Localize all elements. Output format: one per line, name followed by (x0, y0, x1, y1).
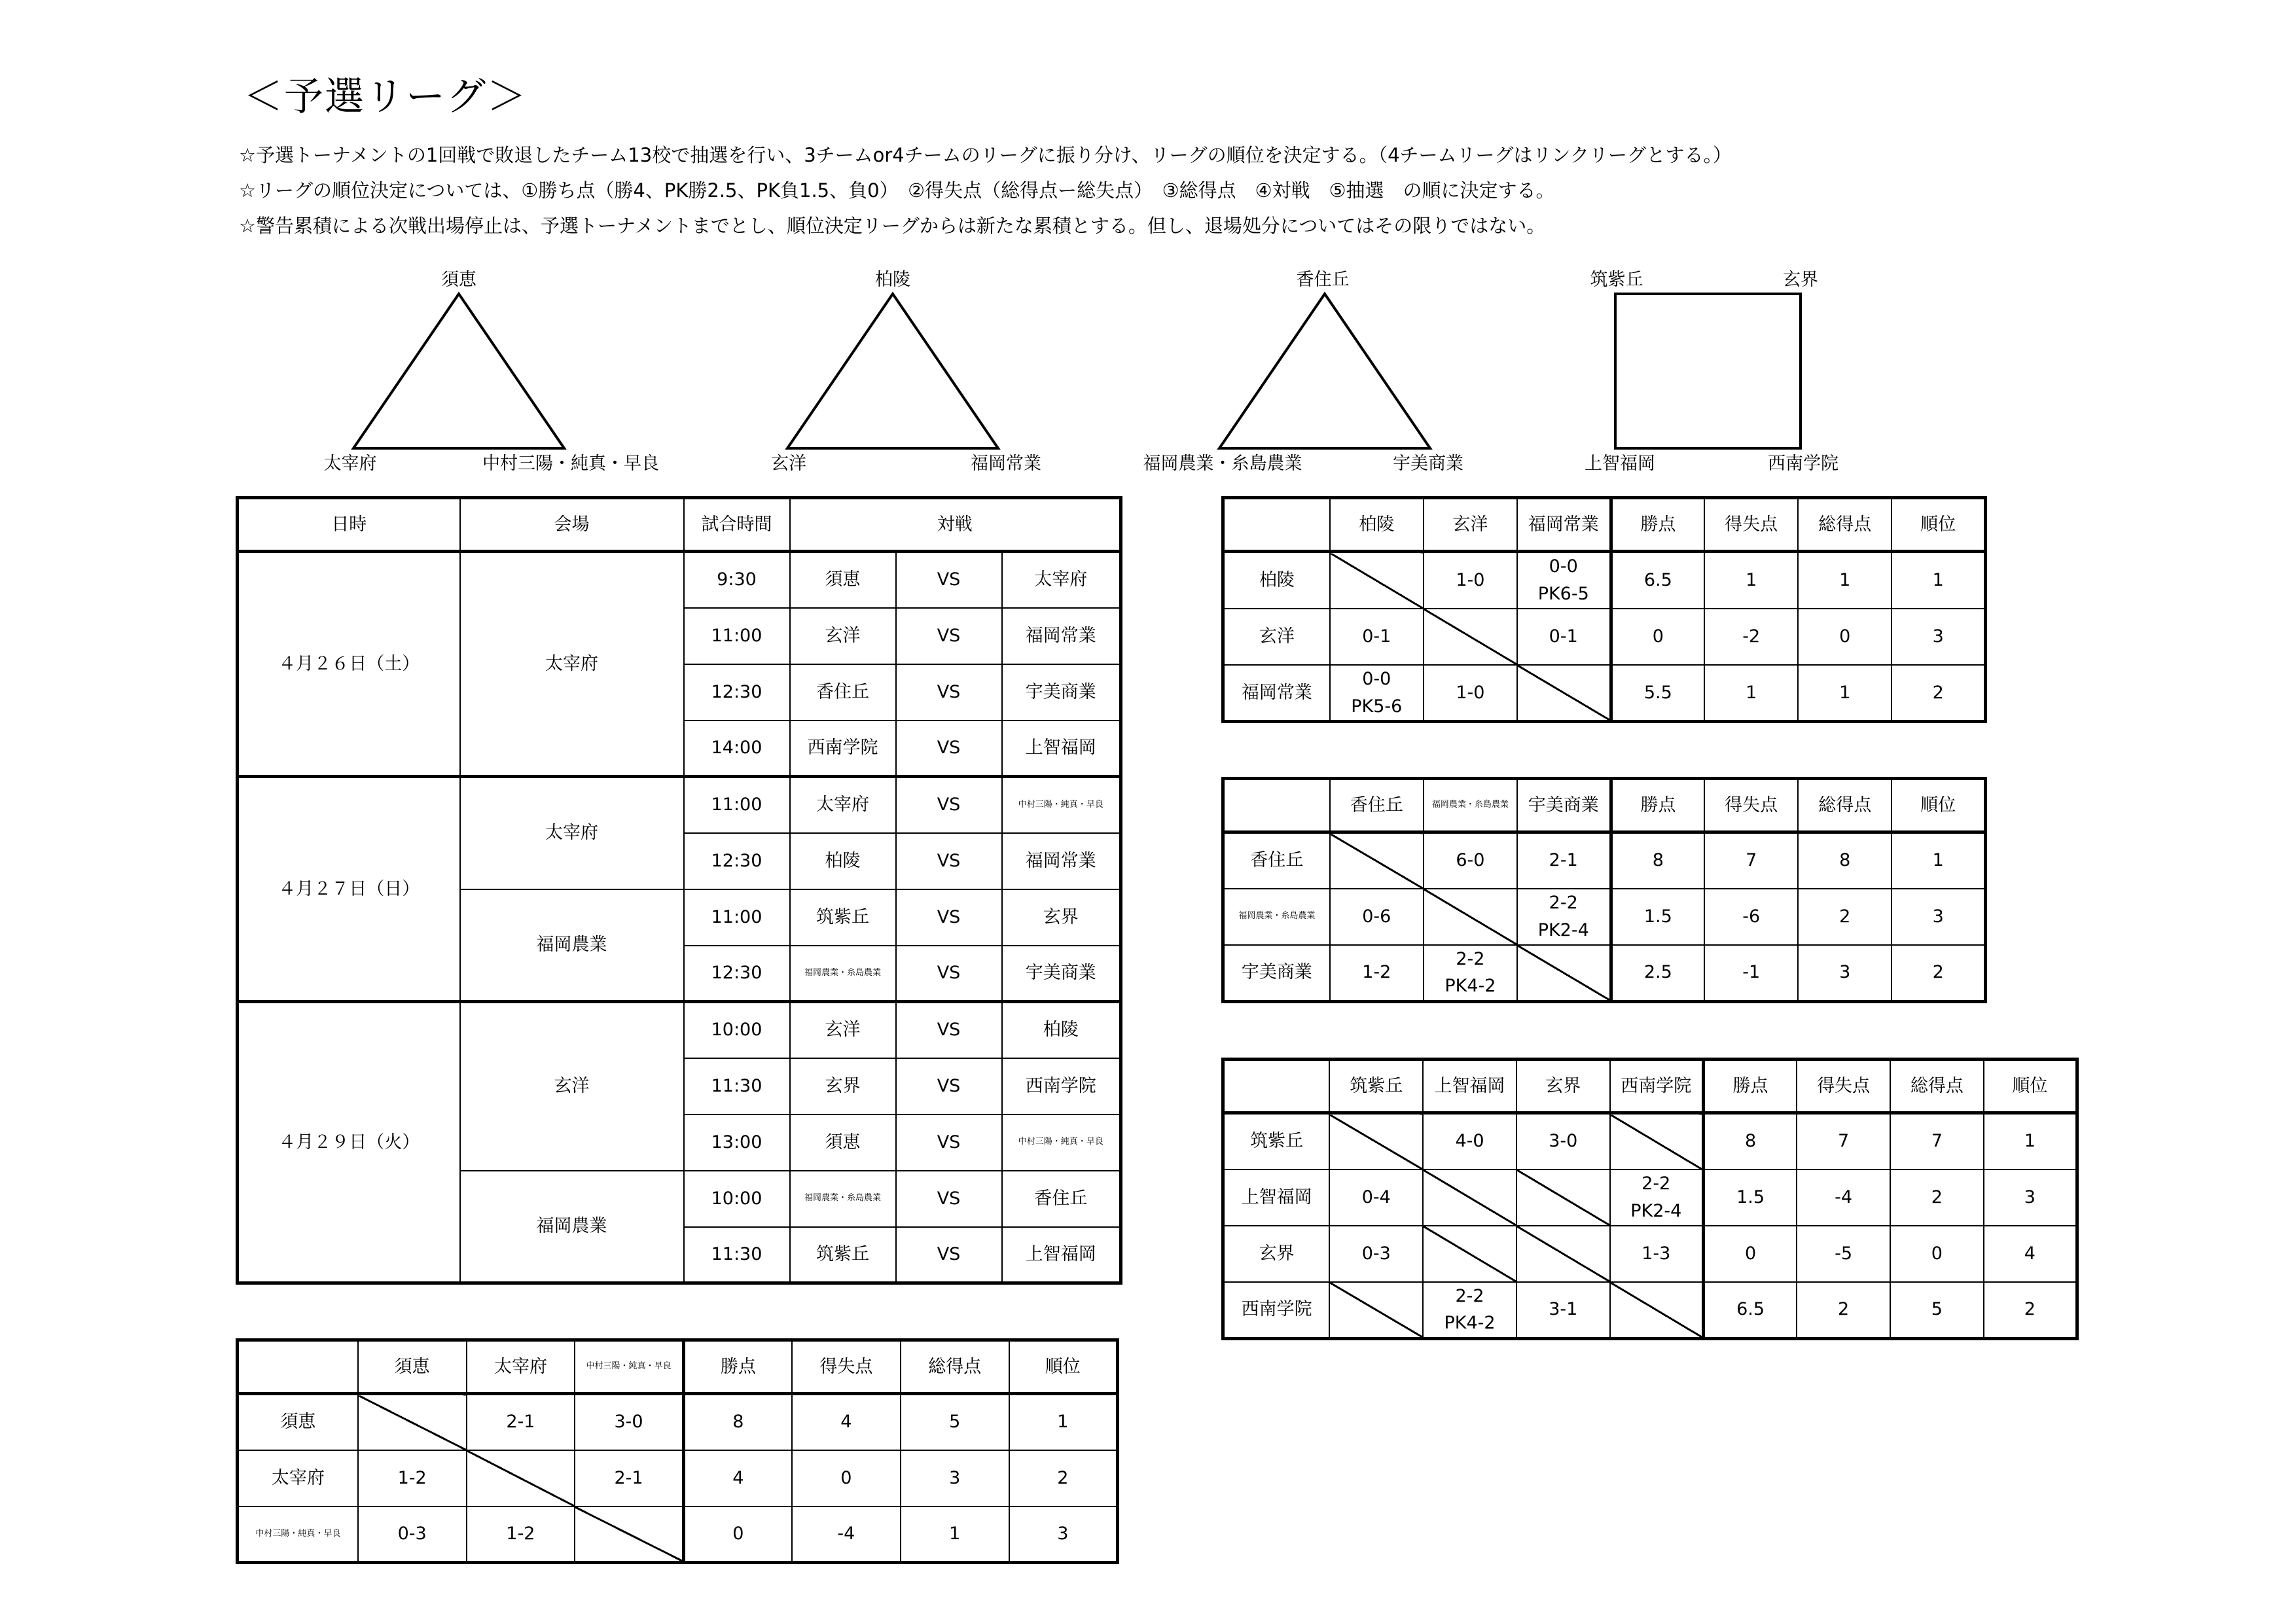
league-result: 6-0 (1424, 832, 1517, 889)
league-result: 1-0 (1424, 552, 1517, 609)
table-row (1223, 1113, 2077, 1169)
league-result (575, 1507, 683, 1563)
table-row (1223, 1282, 2077, 1339)
league-result: 0-3 (358, 1507, 467, 1563)
diagram-d-bottom-right: 西南学院 (1768, 454, 1839, 474)
schedule-header-0: 日時 (238, 498, 460, 552)
match-away: 太宰府 (1002, 552, 1121, 608)
table-row (1223, 945, 1986, 1002)
match-away: 宇美商業 (1002, 664, 1121, 721)
league-result: 1-2 (358, 1450, 467, 1507)
league-stat: 0 (1798, 609, 1892, 665)
league-result (1517, 945, 1611, 1002)
match-time: 12:30 (684, 833, 790, 889)
league-stat: 1.5 (1611, 889, 1704, 945)
square-league-d (1615, 294, 1801, 448)
league-stat: 3 (1984, 1169, 2077, 1226)
league-stat: 6.5 (1703, 1282, 1797, 1339)
league-stat: 4 (792, 1394, 901, 1450)
triangle-league-c (1219, 294, 1430, 448)
league-result: 1-3 (1610, 1226, 1704, 1282)
league-stat: 4 (683, 1450, 792, 1507)
match-away: 中村三陽・純真・早良 (1002, 777, 1121, 833)
league-stat: 1 (1798, 665, 1892, 722)
league-stat-header: 得失点 (792, 1340, 901, 1394)
league-stat: 2 (1009, 1450, 1118, 1507)
match-away: 上智福岡 (1002, 1227, 1121, 1283)
match-home: 筑紫丘 (790, 889, 896, 946)
league-row-team: 柏陵 (1223, 552, 1330, 609)
league-row-team: 玄洋 (1223, 609, 1330, 665)
schedule-header-2: 試合時間 (684, 498, 790, 552)
diagram-b-left: 玄洋 (771, 454, 806, 474)
match-home: 柏陵 (790, 833, 896, 889)
league-corner (1223, 1060, 1330, 1113)
schedule-venue: 福岡農業 (460, 889, 684, 1002)
league-stat: 2 (1892, 945, 1985, 1002)
league-stat: 6.5 (1611, 552, 1704, 609)
league-stat: 3 (1798, 945, 1892, 1002)
match-vs: VS (896, 833, 1002, 889)
match-home: 玄界 (790, 1058, 896, 1115)
diagram-d-top-right: 玄界 (1783, 270, 1818, 290)
match-away: 福岡常業 (1002, 833, 1121, 889)
table-row (238, 777, 1121, 833)
diagram-a-right: 中村三陽・純真・早良 (482, 454, 659, 474)
table-row (1223, 832, 1986, 889)
league-stat: -1 (1704, 945, 1798, 1002)
league-table-d (1221, 1058, 2079, 1340)
diagram-c-right: 宇美商業 (1393, 454, 1463, 474)
league-result: 2-2 PK4-2 (1424, 945, 1517, 1002)
match-vs: VS (896, 721, 1002, 777)
league-result: 3-0 (575, 1394, 683, 1450)
triangle-league-b (787, 294, 998, 448)
schedule-venue: 太宰府 (460, 552, 684, 777)
league-stat: -2 (1704, 609, 1798, 665)
match-time: 9:30 (684, 552, 790, 608)
league-table-a (236, 1338, 1119, 1564)
league-result: 0-1 (1330, 609, 1424, 665)
league-result: 1-0 (1424, 665, 1517, 722)
league-result: 2-1 (1517, 832, 1611, 889)
match-home: 筑紫丘 (790, 1227, 896, 1283)
match-time: 11:30 (684, 1227, 790, 1283)
league-table-b (1221, 496, 1987, 723)
match-away: 西南学院 (1002, 1058, 1121, 1115)
league-stat: 5.5 (1611, 665, 1704, 722)
diagram-a-left: 太宰府 (323, 454, 377, 474)
league-result: 3-1 (1516, 1282, 1610, 1339)
league-stat: 3 (1892, 889, 1985, 945)
table-row (238, 1002, 1121, 1058)
league-result: 0-4 (1329, 1169, 1423, 1226)
league-stat: -4 (792, 1507, 901, 1563)
league-stat: 2 (1984, 1282, 2077, 1339)
league-stat: 2 (1798, 889, 1892, 945)
league-result (1423, 1226, 1516, 1282)
match-time: 11:30 (684, 1058, 790, 1115)
league-stat: 1 (1892, 552, 1985, 609)
league-corner (1223, 779, 1330, 832)
league-row-team: 須恵 (238, 1394, 358, 1450)
league-result: 0-1 (1517, 609, 1611, 665)
league-stat: 1 (1798, 552, 1892, 609)
league-stat: 1 (1984, 1113, 2077, 1169)
league-result: 2-1 (467, 1394, 575, 1450)
league-stat: 2 (1797, 1282, 1890, 1339)
match-vs: VS (896, 608, 1002, 664)
match-away: 香住丘 (1002, 1171, 1121, 1227)
league-result (1424, 889, 1517, 945)
table-row (238, 1394, 1118, 1450)
schedule-date: ４月２６日（土） (238, 552, 460, 777)
league-stat: 3 (1892, 609, 1985, 665)
league-stat-header: 得失点 (1797, 1060, 1890, 1113)
league-stat: 2 (1892, 665, 1985, 722)
league-row-team: 上智福岡 (1223, 1169, 1330, 1226)
league-stat-header: 順位 (1892, 498, 1985, 552)
match-home: 太宰府 (790, 777, 896, 833)
league-result (1330, 552, 1424, 609)
table-row (1223, 1226, 2077, 1282)
league-stat-header: 得失点 (1704, 498, 1798, 552)
match-time: 12:30 (684, 664, 790, 721)
schedule-venue: 玄洋 (460, 1002, 684, 1171)
table-row (238, 552, 1121, 608)
league-result (1329, 1282, 1423, 1339)
league-stat: 8 (1703, 1113, 1797, 1169)
league-result: 4-0 (1423, 1113, 1516, 1169)
league-stat: 3 (1009, 1507, 1118, 1563)
schedule-header-1: 会場 (460, 498, 684, 552)
match-home: 香住丘 (790, 664, 896, 721)
league-col-team: 玄界 (1516, 1060, 1610, 1113)
table-row (1223, 1169, 2077, 1226)
league-stat: -4 (1797, 1169, 1890, 1226)
league-result (1517, 665, 1611, 722)
match-home: 西南学院 (790, 721, 896, 777)
league-stat: 2.5 (1611, 945, 1704, 1002)
triangle-league-a (353, 294, 564, 448)
league-stat: 1 (1704, 552, 1798, 609)
match-time: 13:00 (684, 1115, 790, 1171)
league-row-team: 西南学院 (1223, 1282, 1330, 1339)
match-away: 上智福岡 (1002, 721, 1121, 777)
league-col-team: 筑紫丘 (1329, 1060, 1423, 1113)
league-col-team: 西南学院 (1610, 1060, 1704, 1113)
league-result: 0-3 (1329, 1226, 1423, 1282)
league-row-team: 太宰府 (238, 1450, 358, 1507)
match-away: 宇美商業 (1002, 946, 1121, 1002)
league-diagrams (0, 0, 2296, 497)
league-row-team: 香住丘 (1223, 832, 1330, 889)
league-stat: 0 (683, 1507, 792, 1563)
league-result: 2-2 PK2-4 (1517, 889, 1611, 945)
diagram-b-right: 福岡常業 (971, 454, 1041, 474)
match-time: 14:00 (684, 721, 790, 777)
league-stat: -6 (1704, 889, 1798, 945)
league-result (1329, 1113, 1423, 1169)
league-stat: 8 (683, 1394, 792, 1450)
league-stat-header: 勝点 (1611, 779, 1704, 832)
league-row-team: 福岡常業 (1223, 665, 1330, 722)
match-time: 11:00 (684, 608, 790, 664)
table-row (1223, 665, 1986, 722)
league-result (467, 1450, 575, 1507)
league-row-team: 宇美商業 (1223, 945, 1330, 1002)
league-stat: 7 (1797, 1113, 1890, 1169)
match-vs: VS (896, 889, 1002, 946)
league-stat: 4 (1984, 1226, 2077, 1282)
league-result: 1-2 (467, 1507, 575, 1563)
match-home: 福岡農業・糸島農業 (790, 946, 896, 1002)
league-stat: -5 (1797, 1226, 1890, 1282)
league-result (358, 1394, 467, 1450)
league-stat-header: 総得点 (1890, 1060, 1984, 1113)
match-home: 玄洋 (790, 608, 896, 664)
league-stat: 8 (1798, 832, 1892, 889)
league-corner (238, 1340, 358, 1394)
league-col-team: 福岡常業 (1517, 498, 1611, 552)
match-time: 10:00 (684, 1171, 790, 1227)
league-col-team: 太宰府 (467, 1340, 575, 1394)
league-result (1424, 609, 1517, 665)
league-stat-header: 勝点 (683, 1340, 792, 1394)
league-stat: 5 (1890, 1282, 1984, 1339)
league-table-c (1221, 777, 1987, 1003)
league-row-team: 筑紫丘 (1223, 1113, 1330, 1169)
league-result (1423, 1169, 1516, 1226)
schedule-header-3: 対戦 (790, 498, 1121, 552)
page-title: ＜予選リーグ＞ (243, 74, 528, 120)
league-stat-header: 得失点 (1704, 779, 1798, 832)
league-col-team: 玄洋 (1424, 498, 1517, 552)
diagram-b-top: 柏陵 (875, 270, 910, 290)
match-home: 玄洋 (790, 1002, 896, 1058)
diagram-d-bottom-left: 上智福岡 (1585, 454, 1655, 474)
league-result (1330, 832, 1424, 889)
table-row (238, 1507, 1118, 1563)
match-vs: VS (896, 1058, 1002, 1115)
league-stat: 0 (1890, 1226, 1984, 1282)
match-home: 須恵 (790, 552, 896, 608)
diagram-d-top-left: 筑紫丘 (1590, 270, 1643, 290)
league-stat: 3 (901, 1450, 1009, 1507)
league-stat-header: 総得点 (901, 1340, 1009, 1394)
match-vs: VS (896, 664, 1002, 721)
match-vs: VS (896, 552, 1002, 608)
match-away: 中村三陽・純真・早良 (1002, 1115, 1121, 1171)
match-home: 福岡農業・糸島農業 (790, 1171, 896, 1227)
league-result: 0-0 PK6-5 (1517, 552, 1611, 609)
league-stat-header: 総得点 (1798, 498, 1892, 552)
league-stat: 8 (1611, 832, 1704, 889)
league-stat-header: 順位 (1009, 1340, 1118, 1394)
league-result (1516, 1226, 1610, 1282)
league-stat-header: 総得点 (1798, 779, 1892, 832)
league-col-team: 福岡農業・糸島農業 (1424, 779, 1517, 832)
match-vs: VS (896, 946, 1002, 1002)
league-result: 2-1 (575, 1450, 683, 1507)
league-stat: 0 (1703, 1226, 1797, 1282)
league-stat: 1.5 (1703, 1169, 1797, 1226)
league-row-team: 福岡農業・糸島農業 (1223, 889, 1330, 945)
schedule-date: ４月２９日（火） (238, 1002, 460, 1283)
league-col-team: 香住丘 (1330, 779, 1424, 832)
note-3: ☆警告累積による次戦出場停止は、予選トーナメントまでとし、順位決定リーグからは新たな累積とする。但し、退場処分についてはその限りではない。 (239, 215, 1546, 237)
match-vs: VS (896, 1002, 1002, 1058)
league-stat: 0 (792, 1450, 901, 1507)
league-col-team: 中村三陽・純真・早良 (575, 1340, 683, 1394)
match-away: 柏陵 (1002, 1002, 1121, 1058)
league-stat: 2 (1890, 1169, 1984, 1226)
schedule-venue: 太宰府 (460, 777, 684, 889)
match-vs: VS (896, 777, 1002, 833)
league-result (1610, 1113, 1704, 1169)
diagram-a-top: 須恵 (441, 270, 476, 290)
diagram-c-top: 香住丘 (1296, 270, 1350, 290)
match-vs: VS (896, 1115, 1002, 1171)
league-stat: 5 (901, 1394, 1009, 1450)
league-result: 0-6 (1330, 889, 1424, 945)
league-stat: 7 (1704, 832, 1798, 889)
league-row-team: 中村三陽・純真・早良 (238, 1507, 358, 1563)
league-stat: 1 (901, 1507, 1009, 1563)
match-vs: VS (896, 1171, 1002, 1227)
league-corner (1223, 498, 1330, 552)
league-stat: 0 (1611, 609, 1704, 665)
match-time: 12:30 (684, 946, 790, 1002)
schedule-date: ４月２７日（日） (238, 777, 460, 1002)
match-away: 福岡常業 (1002, 608, 1121, 664)
schedule-table (236, 496, 1122, 1285)
match-time: 10:00 (684, 1002, 790, 1058)
note-1: ☆予選トーナメントの1回戦で敗退したチーム13校で抽選を行い、3チームor4チームのリーグに振り分け、リーグの順位を決定する。（4チームリーグはリンクリーグとする。） (239, 144, 1732, 166)
league-result (1610, 1282, 1704, 1339)
league-result: 0-0 PK5-6 (1330, 665, 1424, 722)
table-row (1223, 609, 1986, 665)
diagram-c-left: 福岡農業・糸島農業 (1143, 454, 1302, 474)
league-result: 3-0 (1516, 1113, 1610, 1169)
match-away: 玄界 (1002, 889, 1121, 946)
table-row (1223, 889, 1986, 945)
league-result: 2-2 PK4-2 (1423, 1282, 1516, 1339)
match-vs: VS (896, 1227, 1002, 1283)
league-stat-header: 順位 (1984, 1060, 2077, 1113)
league-stat-header: 順位 (1892, 779, 1985, 832)
league-result: 2-2 PK2-4 (1610, 1169, 1704, 1226)
league-col-team: 柏陵 (1330, 498, 1424, 552)
match-home: 須恵 (790, 1115, 896, 1171)
league-col-team: 須恵 (358, 1340, 467, 1394)
table-row (238, 1450, 1118, 1507)
league-row-team: 玄界 (1223, 1226, 1330, 1282)
league-stat-header: 勝点 (1611, 498, 1704, 552)
schedule-venue: 福岡農業 (460, 1171, 684, 1283)
note-2: ☆リーグの順位決定については、①勝ち点（勝4、PK勝2.5、PK負1.5、負0） ②得失点（総得点ー総失点） ③総得点 ④対戦 ⑤抽選 の順に決定する。 (239, 179, 1555, 202)
match-time: 11:00 (684, 777, 790, 833)
league-result (1516, 1169, 1610, 1226)
league-col-team: 宇美商業 (1517, 779, 1611, 832)
league-stat: 1 (1704, 665, 1798, 722)
league-col-team: 上智福岡 (1423, 1060, 1516, 1113)
league-stat: 1 (1892, 832, 1985, 889)
match-time: 11:00 (684, 889, 790, 946)
league-stat: 7 (1890, 1113, 1984, 1169)
league-stat: 1 (1009, 1394, 1118, 1450)
league-result: 1-2 (1330, 945, 1424, 1002)
league-stat-header: 勝点 (1703, 1060, 1797, 1113)
table-row (1223, 552, 1986, 609)
